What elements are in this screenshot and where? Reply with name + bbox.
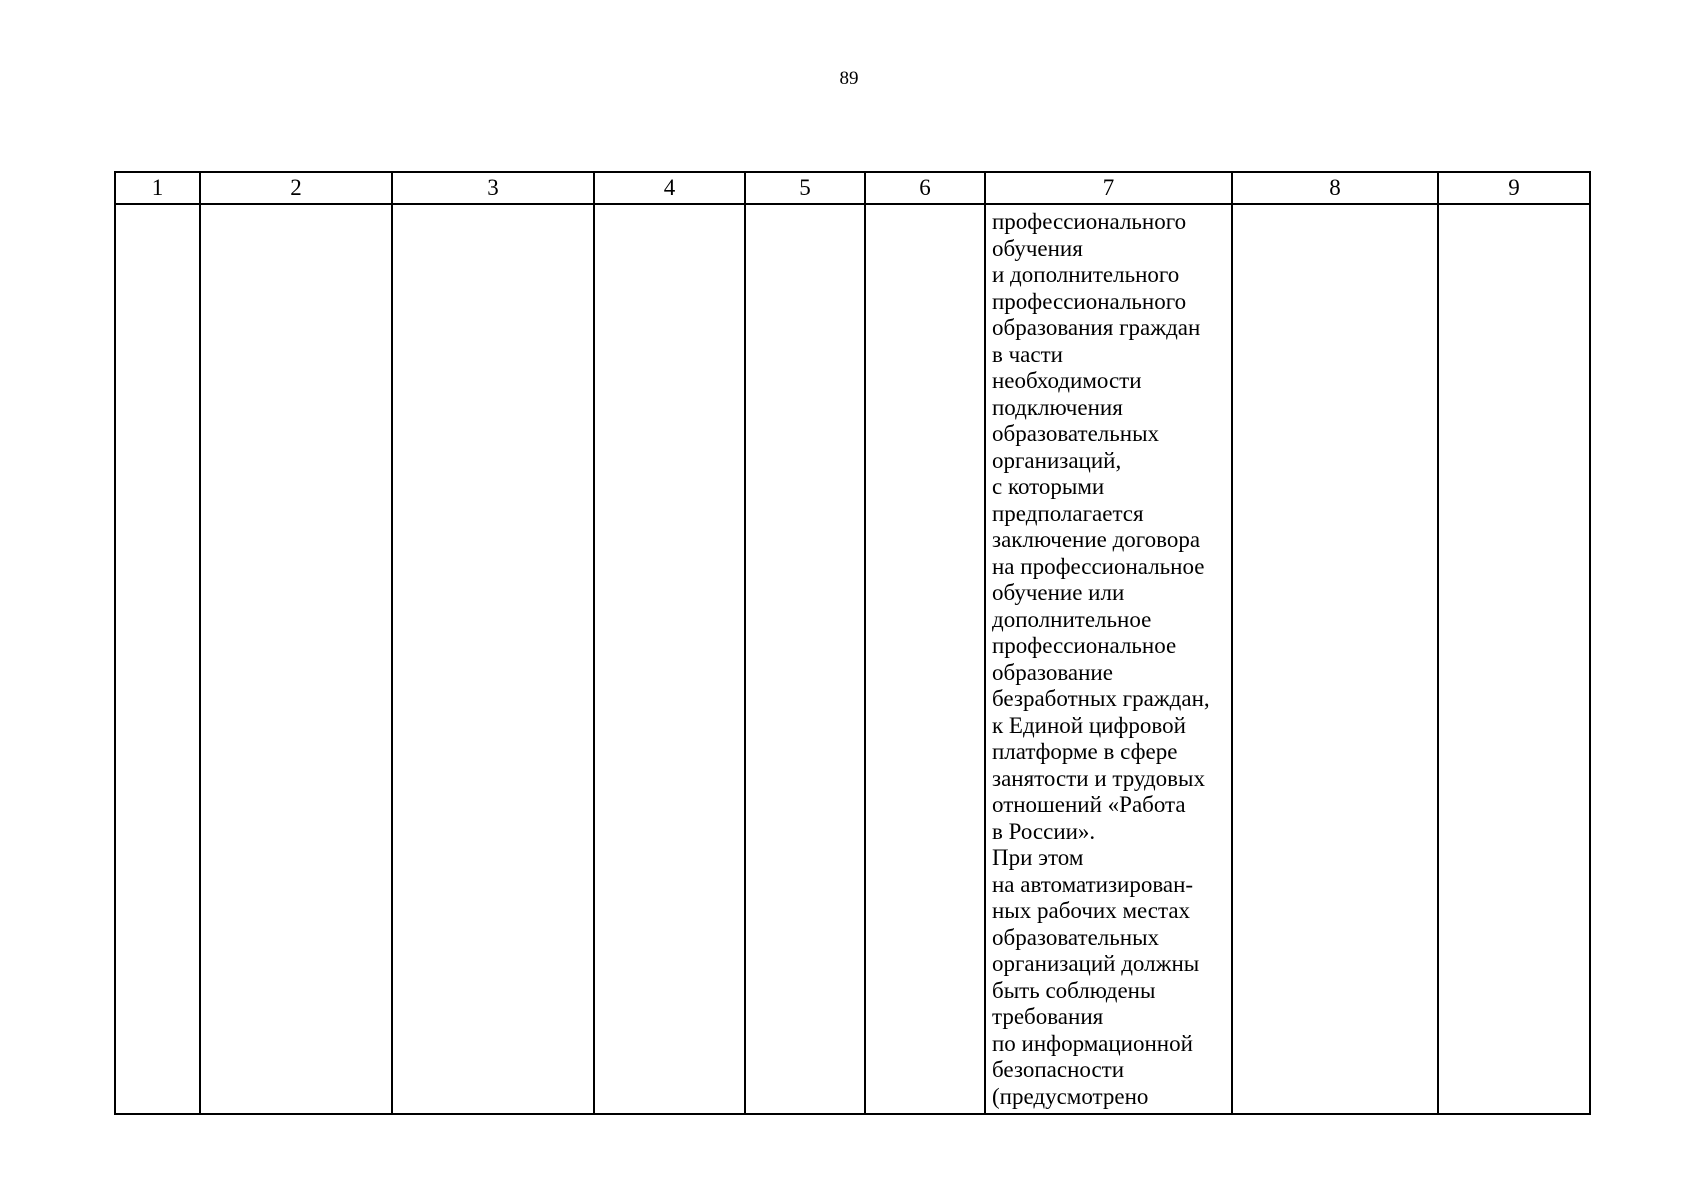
table-row <box>115 204 1590 1114</box>
text-line: на автоматизирован- <box>992 871 1194 897</box>
text-line: обучения <box>992 235 1083 261</box>
text-line: в России». <box>992 818 1096 844</box>
text-line: с которыми <box>992 474 1105 499</box>
text-line: заключение договора <box>992 527 1201 552</box>
text-line: необходимости <box>992 368 1142 393</box>
text-line: профессионального <box>992 209 1187 234</box>
column-header-7: 7 <box>985 172 1232 204</box>
text-line: безработных граждан, <box>992 686 1210 711</box>
text-line: ных рабочих местах <box>992 898 1191 923</box>
text-line: отношений «Работа <box>992 792 1186 817</box>
table-cell-col1 <box>115 204 200 1114</box>
text-line: безопасности <box>992 1057 1125 1082</box>
text-line: и дополнительного <box>992 262 1180 287</box>
column-header-9: 9 <box>1438 172 1590 204</box>
table-cell-col2 <box>200 204 392 1114</box>
text-line: предполагается <box>992 500 1144 526</box>
column-header-4: 4 <box>594 172 745 204</box>
column-header-6: 6 <box>865 172 985 204</box>
column-header-3: 3 <box>392 172 594 204</box>
column-header-5: 5 <box>745 172 865 204</box>
text-line: к Единой цифровой <box>992 712 1186 738</box>
text-line: (предусмотрено <box>992 1083 1149 1109</box>
table-cell-col5 <box>745 204 865 1114</box>
document-table <box>114 171 1591 1115</box>
page-number: 89 <box>839 68 859 89</box>
text-line: организаций, <box>992 447 1122 473</box>
table-header-row <box>115 172 1590 204</box>
table-cell-col3 <box>392 204 594 1114</box>
text-line: профессиональное <box>992 633 1177 658</box>
text-line: подключения <box>992 394 1123 420</box>
text-line: организаций должны <box>992 951 1200 976</box>
table-cell-col8 <box>1232 204 1438 1114</box>
text-line: быть соблюдены <box>992 977 1156 1003</box>
table-cell-col6 <box>865 204 985 1114</box>
text-line: занятости и трудовых <box>992 765 1205 791</box>
text-line: образование <box>992 659 1113 685</box>
column-header-2: 2 <box>200 172 392 204</box>
column-header-1: 1 <box>115 172 200 204</box>
text-line: обучение или <box>992 580 1125 605</box>
text-line: дополнительное <box>992 606 1152 632</box>
column-header-8: 8 <box>1232 172 1438 204</box>
table-cell-col7 <box>985 204 1232 1114</box>
text-line: на профессиональное <box>992 553 1205 579</box>
text-line: образования граждан <box>992 315 1201 340</box>
text-line: по информационной <box>992 1030 1193 1056</box>
text-line: требования <box>992 1004 1104 1029</box>
text-line: в части <box>992 341 1063 367</box>
text-line: платформе в сфере <box>992 739 1178 764</box>
text-line: профессионального <box>992 288 1187 314</box>
text-line: При этом <box>992 845 1084 870</box>
table-cell-col9 <box>1438 204 1590 1114</box>
text-line: образовательных <box>992 924 1160 950</box>
text-line: образовательных <box>992 421 1160 446</box>
table-cell-col4 <box>594 204 745 1114</box>
